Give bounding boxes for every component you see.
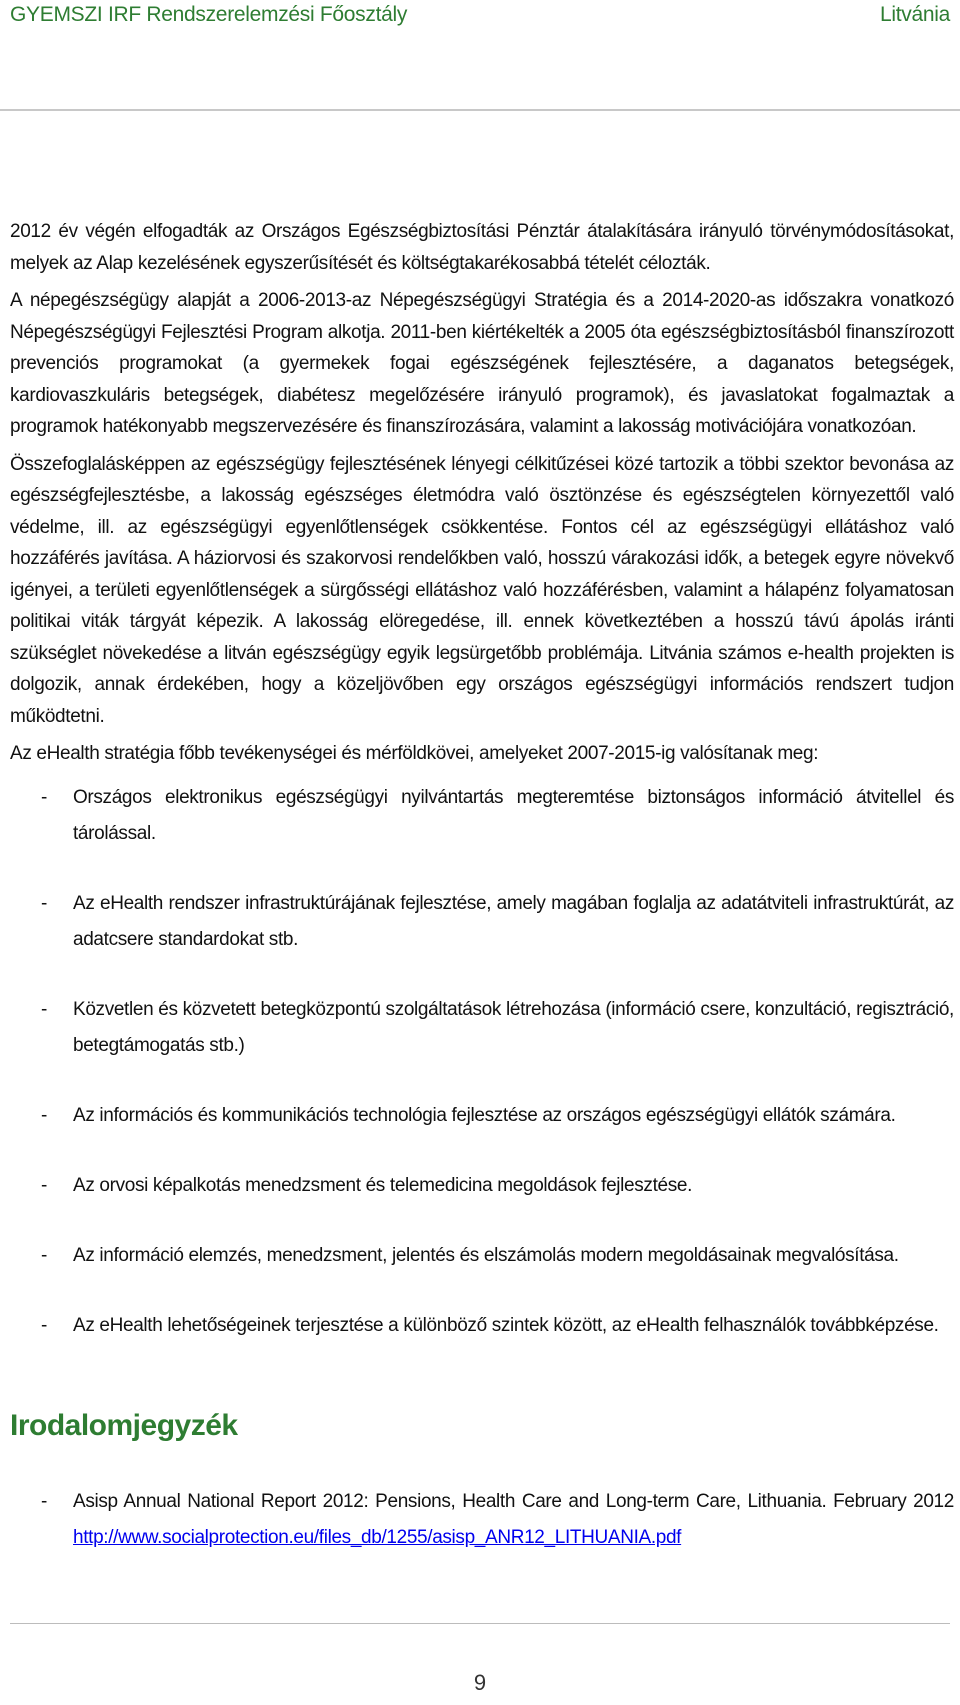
list-item-text: Az eHealth lehetőségeinek terjesztése a különböző szintek között, az eHealth felhasználók továbbképzése. [73,1314,939,1336]
list-item [10,780,954,852]
list-item-text: Országos elektronikus egészségügyi nyilvántartás megteremtése biztonságos információ átvitellel és tárolással. [73,786,954,844]
header-organization: GYEMSZI IRF Rendszerelemzési Főosztály [10,3,408,26]
paragraph: Az eHealth stratégia főbb tevékenységei és mérföldkövei, amelyeket 2007-2015-ig valósítanak meg: [10,743,819,764]
list-marker: - [41,1244,47,1266]
page-header [10,0,950,30]
list-item [10,1308,954,1344]
list-item [10,992,954,1064]
list-marker: - [41,892,47,914]
list-item [10,1098,954,1134]
bibliography-item [10,1484,954,1556]
paragraph: 2012 év végén elfogadták az Országos Egészségbiztosítási Pénztár átalakítására irányuló törvénymódosításokat, melyek az Alap kezelésének egyszerűsítését és költségtakarékosabbá tételét célozták. [10,221,954,274]
list-item-text: Az eHealth rendszer infrastruktúrájának fejlesztése, amely magában foglalja az adatátviteli infrastruktúrát, az adatcsere standardokat stb. [73,892,954,950]
list-item-text: Az orvosi képalkotás menedzsment és telemedicina megoldások fejlesztése. [73,1174,693,1196]
document-body [10,216,954,1556]
bibliography-heading: Irodalomjegyzék [10,1408,238,1442]
page-number: 9 [473,1670,487,1695]
header-country: Litvánia [880,3,950,26]
header-divider [0,109,960,111]
list-marker: - [41,1490,47,1512]
list-marker: - [41,1104,47,1126]
bibliography-link[interactable]: http://www.socialprotection.eu/files_db/1255/asisp_ANR12_LITHUANIA.pdf [73,1526,682,1548]
list-item [10,1168,954,1204]
list-marker: - [41,1174,47,1196]
milestone-list [10,780,954,1344]
list-marker: - [41,998,47,1020]
list-item-text: Az információ elemzés, menedzsment, jelentés és elszámolás modern megoldásainak megvalósítása. [73,1244,899,1266]
bibliography-list [10,1484,954,1556]
list-item [10,886,954,958]
list-marker: - [41,1314,47,1336]
list-item [10,1238,954,1274]
list-item-text: Közvetlen és közvetett betegközpontú szolgáltatások létrehozása (információ csere, konzultáció, regisztráció, betegtámogatás stb.) [73,998,954,1056]
bibliography-text: Asisp Annual National Report 2012: Pensions, Health Care and Long-term Care, Lithuania. February 2012 [73,1490,954,1512]
footer-divider [10,1623,950,1624]
paragraph: Összefoglalásképpen az egészségügy fejlesztésének lényegi célkitűzései közé tartozik a többi szektor bevonása az egészségfejlesztésbe, a lakosság egészséges életmódra való ösztönzése és egészségtelen környezettől való védelme, ill. az egészségügyi egyenlőtlenségek csökkentése. Fontos cél az egészségügyi ellátáshoz való hozzáférés javítása. A háziorvosi és szakorvosi rendelőkben való, hosszú várakozási idők, a betegek egyre növekvő igényei, a területi egyenlőtlenségek a sürgősségi ellátáshoz való hozzáférésben, valamint a hálapénz folyamatosan politikai viták tárgyát képezik. A lakosság elöregedése, ill. ennek következtében a hosszú távú ápolás iránti szükséglet növekedése a litván egészségügy egyik legsürgetőbb problémája. Litvánia számos e-health projekten is dolgozik, annak érdekében, hogy a közeljövőben egy országos egészségügyi információs rendszert tudjon működtetni. [10,453,954,727]
paragraph: A népegészségügy alapját a 2006-2013-az Népegészségügyi Stratégia és a 2014-2020-as időszakra vonatkozó Népegészségügyi Fejlesztési Program alkotja. 2011-ben kiértékelték a 2005 óta egészségbiztosításból finanszírozott prevenciós programokat (a gyermekek fogai egészségének fejlesztésére, a daganatos betegségek, kardiovaszkuláris betegségek, diabétesz megelőzésére irányuló programok), és javaslatokat fogalmaztak a programok hatékonyabb megszervezésére és finanszírozására, valamint a lakosság motivációjára vonatkozóan. [10,290,954,437]
list-item-text: Az információs és kommunikációs technológia fejlesztése az országos egészségügyi ellátók számára. [73,1104,896,1126]
list-marker: - [41,786,47,808]
